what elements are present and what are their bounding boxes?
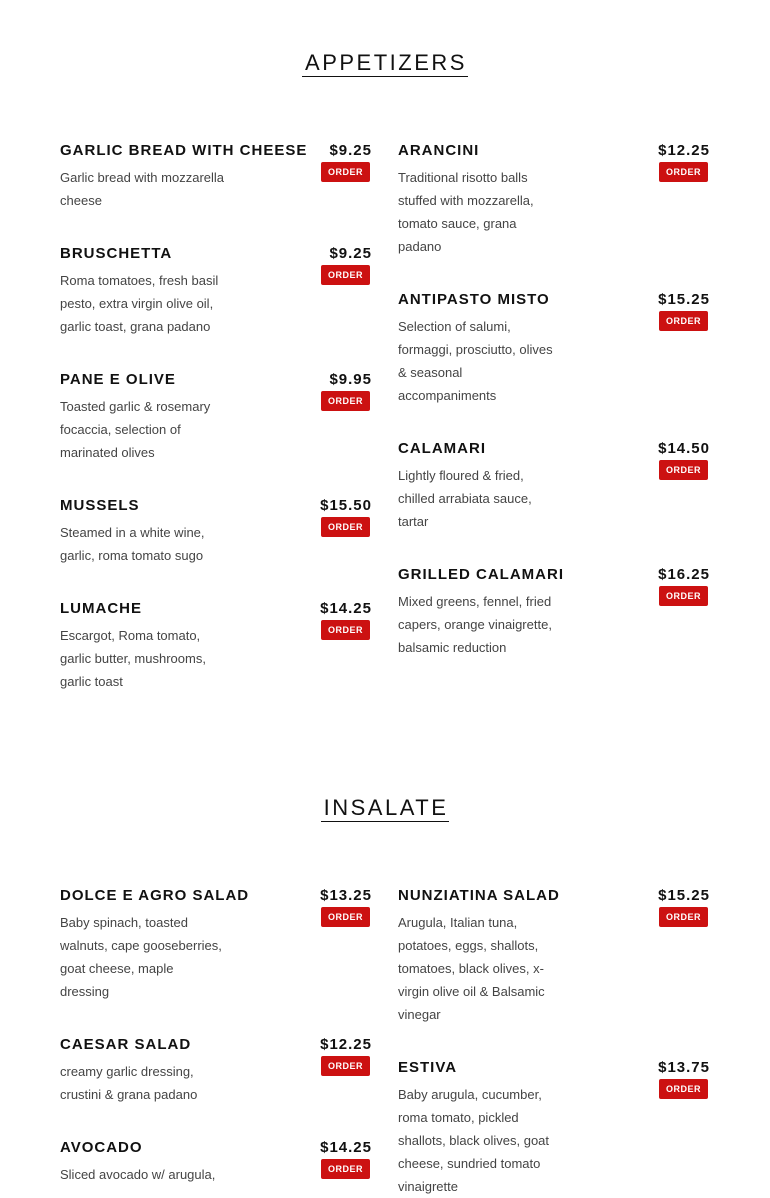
- item-description: Baby spinach, toasted walnuts, cape gooseberries, goat cheese, maple dressing: [60, 915, 222, 999]
- item-price: $15.25: [658, 291, 710, 308]
- item-price: $13.25: [320, 887, 372, 904]
- item-price: $15.25: [658, 887, 710, 904]
- item-name: BRUSCHETTA: [60, 245, 173, 262]
- item-price: $14.25: [320, 600, 372, 617]
- item-description: Toasted garlic & rosemary focaccia, selection of marinated olives: [60, 399, 211, 460]
- order-button[interactable]: ORDER: [321, 620, 370, 640]
- item-description: Roma tomatoes, fresh basil pesto, extra virgin olive oil, garlic toast, grana padano: [60, 273, 219, 334]
- item-name: DOLCE E AGRO SALAD: [60, 887, 250, 904]
- item-name: MUSSELS: [60, 497, 140, 514]
- order-button[interactable]: ORDER: [321, 265, 370, 285]
- item-price: $13.75: [658, 1059, 710, 1076]
- item-name: AVOCADO: [60, 1139, 143, 1156]
- order-button[interactable]: ORDER: [659, 907, 708, 927]
- item-price: $9.25: [329, 245, 372, 262]
- item-description: Mixed greens, fennel, fried capers, orange vinaigrette, balsamic reduction: [398, 594, 552, 655]
- section-title-insalate: [0, 795, 770, 822]
- item-price: $9.95: [329, 371, 372, 388]
- item-description: Baby arugula, cucumber, roma tomato, pickled shallots, black olives, goat cheese, sundried tomato vinaigrette: [398, 1087, 550, 1194]
- item-name: CAESAR SALAD: [60, 1036, 192, 1053]
- item-price: $9.25: [329, 142, 372, 159]
- item-description: creamy garlic dressing, crustini & grana padano: [60, 1064, 198, 1102]
- order-button[interactable]: ORDER: [321, 1159, 370, 1179]
- item-price: $14.25: [320, 1139, 372, 1156]
- item-price: $15.50: [320, 497, 372, 514]
- item-name: ARANCINI: [398, 142, 480, 159]
- order-button[interactable]: ORDER: [321, 1056, 370, 1076]
- item-description: Selection of salumi, formaggi, prosciutto, olives & seasonal accompaniments: [398, 319, 553, 403]
- item-name: GRILLED CALAMARI: [398, 566, 564, 583]
- item-description: Arugula, Italian tuna, potatoes, eggs, shallots, tomatoes, black olives, x-virgin olive oil & Balsamic vinegar: [398, 915, 545, 1022]
- item-name: GARLIC BREAD WITH CHEESE: [60, 142, 308, 159]
- item-description: Sliced avocado w/ arugula,: [60, 1167, 216, 1182]
- item-description: Lightly floured & fried, chilled arrabiata sauce, tartar: [398, 468, 532, 529]
- item-price: $14.50: [658, 440, 710, 457]
- order-button[interactable]: ORDER: [659, 586, 708, 606]
- item-name: LUMACHE: [60, 600, 142, 617]
- order-button[interactable]: ORDER: [659, 311, 708, 331]
- section-title-appetizers: [0, 50, 770, 77]
- item-price: $16.25: [658, 566, 710, 583]
- item-description: Steamed in a white wine, garlic, roma tomato sugo: [60, 525, 205, 563]
- order-button[interactable]: ORDER: [321, 517, 370, 537]
- order-button[interactable]: ORDER: [321, 391, 370, 411]
- section-heading: INSALATE: [321, 795, 450, 822]
- order-button[interactable]: ORDER: [321, 907, 370, 927]
- item-description: Traditional risotto balls stuffed with mozzarella, tomato sauce, grana padano: [398, 170, 534, 254]
- order-button[interactable]: ORDER: [659, 460, 708, 480]
- order-button[interactable]: ORDER: [659, 1079, 708, 1099]
- item-description: Garlic bread with mozzarella cheese: [60, 170, 225, 208]
- item-name: CALAMARI: [398, 440, 486, 457]
- item-price: $12.25: [658, 142, 710, 159]
- item-name: PANE E OLIVE: [60, 371, 176, 388]
- item-name: ANTIPASTO MISTO: [398, 291, 550, 308]
- order-button[interactable]: ORDER: [321, 162, 370, 182]
- item-description: Escargot, Roma tomato, garlic butter, mushrooms, garlic toast: [60, 628, 206, 689]
- order-button[interactable]: ORDER: [659, 162, 708, 182]
- section-heading: APPETIZERS: [302, 50, 468, 77]
- item-name: NUNZIATINA SALAD: [398, 887, 560, 904]
- item-price: $12.25: [320, 1036, 372, 1053]
- item-name: ESTIVA: [398, 1059, 458, 1076]
